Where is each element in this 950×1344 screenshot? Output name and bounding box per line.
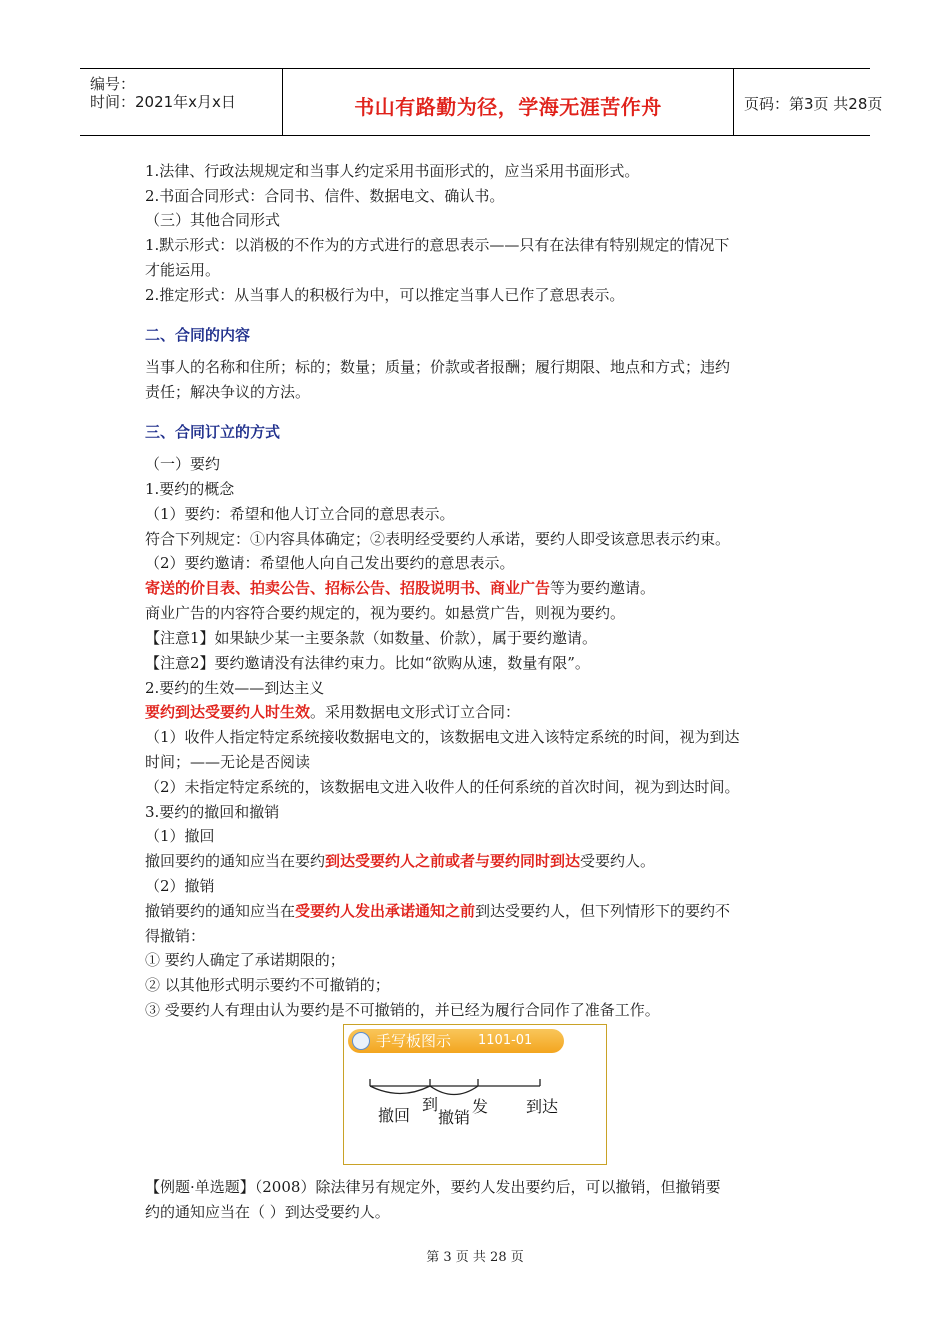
text-span: 等为要约邀请。 <box>550 579 656 597</box>
send-label: 发 <box>472 1097 489 1116</box>
withdraw-label: 撤回 <box>378 1106 411 1125</box>
highlight-text: 受要约人发出承诺通知之前 <box>295 902 476 920</box>
text-line: 3.要约的撤回和撤销 <box>145 803 280 821</box>
text-line: 2.书面合同形式：合同书、信件、数据电文、确认书。 <box>145 187 505 205</box>
text-line: 商业广告的内容符合要约规定的，视为要约。如悬赏广告，则视为要约。 <box>145 604 626 622</box>
text-span: 撤销要约的通知应当在 <box>145 902 296 920</box>
text-span: 受要约人。 <box>580 852 656 870</box>
page-info: 页码：第3页 共28页 <box>744 95 883 113</box>
text-line: 时间；——无论是否阅读 <box>145 753 311 771</box>
arrive-label: 到 <box>422 1095 439 1114</box>
text-line: （1）收件人指定特定系统接收数据电文的，该数据电文进入该特定系统的时间，视为到达 <box>145 728 740 746</box>
time-label: 时间：2021年x月x日 <box>90 93 236 111</box>
text-line <box>145 702 520 722</box>
text-span: 撤回要约的通知应当在要约 <box>145 852 326 870</box>
header-meta-cell <box>80 69 282 135</box>
text-line <box>145 578 655 598</box>
text-line: （三）其他合同形式 <box>145 211 281 229</box>
text-line: 得撤销： <box>145 927 206 945</box>
revoke-arc <box>430 1086 478 1095</box>
text-line: 【注意2】要约邀请没有法律约束力。比如“欲购从速，数量有限”。 <box>145 654 590 672</box>
text-line: ① 要约人确定了承诺期限的； <box>145 951 345 969</box>
text-line <box>145 901 730 921</box>
text-line: （1）要约：希望和他人订立合同的意思表示。 <box>145 505 455 523</box>
diagram-code: 1101-01 <box>478 1033 533 1048</box>
example-line: 【例题·单选题】（2008）除法律另有规定外，要约人发出要约后，可以撤销，但撤销要 <box>145 1178 721 1196</box>
highlight-text: 到达受要约人之前或者与要约同时到达 <box>325 852 581 870</box>
highlight-text: 要约到达受要约人时生效 <box>145 703 311 721</box>
timeline-svg <box>344 1025 606 1164</box>
highlight-text: 寄送的价目表、拍卖公告、招标公告、招股说明书、商业广告 <box>145 579 551 597</box>
text-line <box>145 851 655 871</box>
section-heading: 二、合同的内容 <box>145 326 251 344</box>
text-line: 责任；解决争议的方法。 <box>145 383 311 401</box>
text-line: （2）要约邀请：希望他人向自己发出要约的意思表示。 <box>145 554 515 572</box>
header-motto-cell <box>282 69 734 135</box>
text-line: 符合下列规定：①内容具体确定；②表明经受要约人承诺，要约人即受该意思表示约束。 <box>145 530 731 548</box>
text-span: 。采用数据电文形式订立合同： <box>310 703 521 721</box>
text-line: 2.推定形式：从当事人的积极行为中，可以推定当事人已作了意思表示。 <box>145 286 625 304</box>
header-page-cell <box>734 69 883 135</box>
text-line: ② 以其他形式明示要约不可撤销的； <box>145 976 390 994</box>
text-line: 【注意1】如果缺少某一主要条款（如数量、价款），属于要约邀请。 <box>145 629 598 647</box>
example-line: 约的通知应当在（ ）到达受要约人。 <box>145 1203 390 1221</box>
text-span: 到达受要约人，但下列情形下的要约不 <box>475 902 731 920</box>
page-footer: 第 3 页 共 28 页 <box>426 1250 524 1265</box>
text-line: 1.法律、行政法规规定和当事人约定采用书面形式的，应当采用书面形式。 <box>145 162 640 180</box>
text-line: （2）未指定特定系统的，该数据电文进入收件人的任何系统的首次时间，视为到达时间。 <box>145 778 740 796</box>
withdraw-arc <box>370 1086 430 1094</box>
text-line: 才能运用。 <box>145 261 221 279</box>
number-label: 编号： <box>90 75 136 93</box>
section-heading: 三、合同订立的方式 <box>145 423 281 441</box>
text-line: 当事人的名称和住所；标的；数量；质量；价款或者报酬；履行期限、地点和方式；违约 <box>145 358 731 376</box>
page-header <box>80 68 883 136</box>
text-line: （一）要约 <box>145 455 221 473</box>
text-line: 1.要约的概念 <box>145 480 235 498</box>
text-line: （1）撤回 <box>145 827 215 845</box>
arrival-label: 到达 <box>526 1097 559 1116</box>
text-line: ③ 受要约人有理由认为要约是不可撤销的，并已经为履行合同作了准备工作。 <box>145 1001 660 1019</box>
text-line: 2.要约的生效——到达主义 <box>145 679 325 697</box>
text-line: 1.默示形式：以消极的不作为的方式进行的意思表示——只有在法律有特别规定的情况下 <box>145 236 730 254</box>
motto: 书山有路勤为径，学海无涯苦作舟 <box>354 95 662 119</box>
handwriting-diagram <box>343 1024 607 1165</box>
revoke-label: 撤销 <box>438 1108 471 1127</box>
text-line: （2）撤销 <box>145 877 215 895</box>
diagram-title: 手写板图示 <box>376 1032 452 1050</box>
